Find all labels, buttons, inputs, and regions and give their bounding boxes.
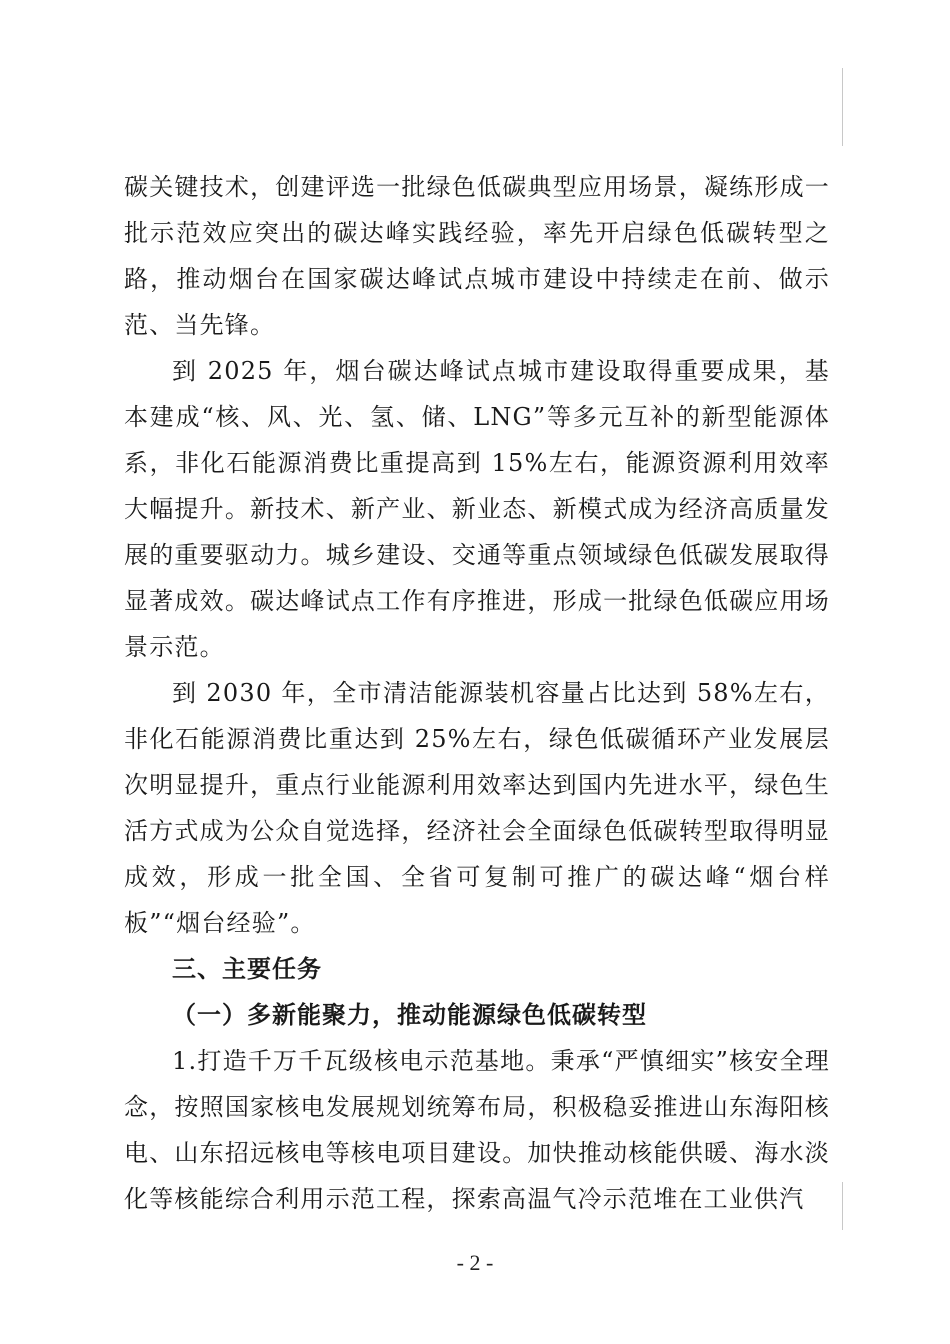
section-heading-main-tasks: 三、主要任务	[172, 955, 322, 983]
paragraph-continuation: 碳关键技术，创建评选一批绿色低碳典型应用场景，凝练形成一批示范效应突出的碳达峰实践经验，率先开启绿色低碳转型之路，推动烟台在国家碳达峰试点城市建设中持续走在前、做示范、当先锋。	[124, 173, 830, 339]
page-edge-mark-top	[842, 68, 843, 146]
subsection-heading-energy: （一）多新能聚力，推动能源绿色低碳转型	[172, 1000, 647, 1029]
page-edge-mark-bottom	[842, 1182, 843, 1230]
paragraph-nuclear-base: 1.打造千万千瓦级核电示范基地。秉承“严慎细实”核安全理念，按照国家核电发展规划统筹布局，积极稳妥推进山东海阳核电、山东招远核电等核电项目建设。加快推动核能供暖、海水淡化等核能综合利用示范工程，探索高温气冷示范堆在工业供汽	[124, 1047, 830, 1213]
page-number: - 2 -	[456, 1250, 494, 1275]
paragraph-2025-goals: 到 2025 年，烟台碳达峰试点城市建设取得重要成果，基本建成“核、风、光、氢、储、LNG”等多元互补的新型能源体系，非化石能源消费比重提高到 15%左右，能源资源利用效率大幅提升。新技术、新产业、新业态、新模式成为经济高质量发展的重要驱动力。城乡建设、交通等重点领域绿色低碳发展取得显著成效。碳达峰试点工作有序推进，形成一批绿色低碳应用场景示范。	[124, 357, 830, 661]
paragraph-2030-goals: 到 2030 年，全市清洁能源装机容量占比达到 58%左右，非化石能源消费比重达到 25%左右，绿色低碳循环产业发展层次明显提升，重点行业能源利用效率达到国内先进水平，绿色生活方式成为公众自觉选择，经济社会全面绿色低碳转型取得明显成效，形成一批全国、全省可复制可推广的碳达峰“烟台样板”“烟台经验”。	[124, 679, 830, 937]
page-body	[124, 164, 830, 1222]
